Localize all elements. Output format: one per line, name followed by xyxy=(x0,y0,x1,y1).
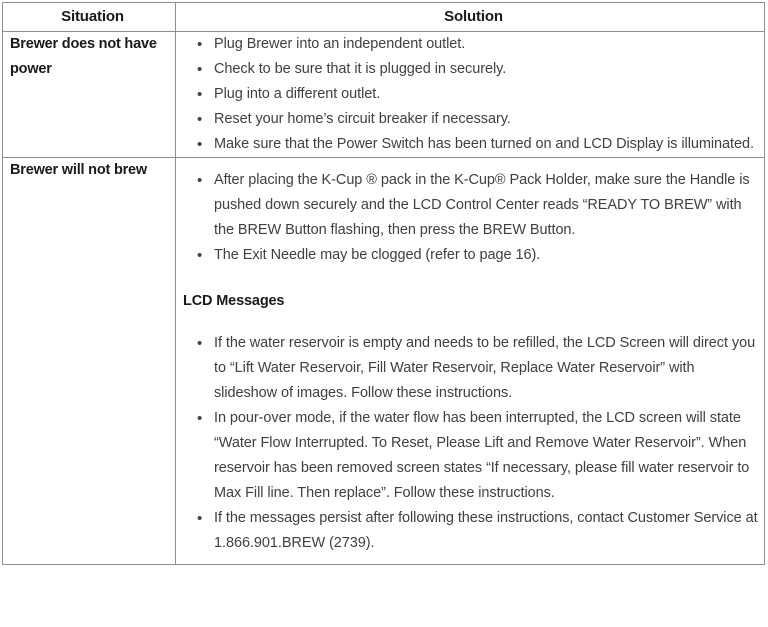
situation-label: Brewer does not have power xyxy=(10,36,157,77)
situation-cell xyxy=(3,158,176,565)
list-item: • The Exit Needle may be clogged (refer to page 16). xyxy=(176,243,764,268)
column-header-solution xyxy=(176,3,765,32)
situation-cell xyxy=(3,32,176,158)
table-row xyxy=(3,32,765,158)
table-header-row xyxy=(3,3,765,32)
list-item: • Reset your home’s circuit breaker if necessary. xyxy=(176,107,764,132)
list-item: • Plug Brewer into an independent outlet. xyxy=(176,32,764,57)
solution-bullet-list-lcd xyxy=(176,331,764,556)
list-item: • Plug into a different outlet. xyxy=(176,82,764,107)
solution-cell xyxy=(176,32,765,158)
solution-cell xyxy=(176,158,765,565)
solution-bullet-list-primary xyxy=(176,168,764,268)
list-item: • Make sure that the Power Switch has been turned on and LCD Display is illuminated. xyxy=(176,132,764,157)
situation-label: Brewer will not brew xyxy=(10,162,147,178)
list-item: • If the messages persist after following these instructions, contact Customer Service at 1.866.901.BREW (2739). xyxy=(176,506,764,556)
column-header-situation xyxy=(3,3,176,32)
table-row xyxy=(3,158,765,565)
list-item: • After placing the K-Cup ® pack in the K-Cup® Pack Holder, make sure the Handle is pushed down securely and the LCD Control Center reads “READY TO BREW” with the BREW Button flashing, then press the BREW Button. xyxy=(176,168,764,243)
list-item: • Check to be sure that it is plugged in securely. xyxy=(176,57,764,82)
list-item: • If the water reservoir is empty and needs to be refilled, the LCD Screen will direct you to “Lift Water Reservoir, Fill Water Reservoir, Replace Water Reservoir” with slideshow of images. Follow these instructions. xyxy=(176,331,764,406)
troubleshooting-table xyxy=(2,2,765,565)
solution-bullet-list xyxy=(176,32,764,157)
list-item: • In pour-over mode, if the water flow has been interrupted, the LCD screen will state “Water Flow Interrupted. To Reset, Please Lift and Remove Water Reservoir”. When reservoir has been removed screen states “If necessary, please fill water reservoir to Max Fill line. Then replace”. Follow these instructions. xyxy=(176,406,764,506)
column-header-situation-label: Situation xyxy=(61,8,124,25)
lcd-messages-subheading: LCD Messages xyxy=(183,293,285,309)
table-body xyxy=(3,32,765,565)
column-header-solution-label: Solution xyxy=(444,8,503,25)
table-header xyxy=(3,3,765,32)
